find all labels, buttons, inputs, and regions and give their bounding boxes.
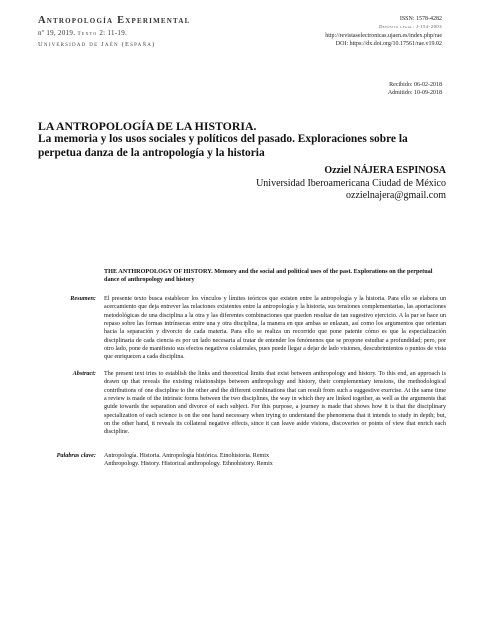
article-title-line2: La memoria y los usos sociales y políticos del pasado. Exploraciones sobre la perpetua danza de la antropología y la historia bbox=[38, 133, 408, 159]
issn-block bbox=[325, 15, 442, 48]
keywords-english: Anthropology. History. Historical anthropology. Ethnohistory. Remix bbox=[104, 461, 273, 468]
issue-pages: 2: 11-19. bbox=[99, 29, 128, 37]
author-name: Ozziel NÁJERA ESPINOSA bbox=[324, 165, 446, 176]
journal-title: Antropología Experimental bbox=[38, 15, 191, 26]
deposito-legal: Depósito legal: J-154-2003 bbox=[379, 24, 442, 30]
journal-url[interactable]: http://revistaselectronicas.ujaen.es/index.php/rae bbox=[325, 32, 442, 39]
university-name: Universidad de Jaén (España) bbox=[38, 41, 156, 48]
keywords-label: Palabras clave: bbox=[56, 452, 96, 459]
keywords-spanish: Antropología. Historia. Antropología histórica. Etnohistoria. Remix bbox=[104, 453, 270, 459]
article-title-line1: LA ANTROPOLOGÍA DE LA HISTORIA. bbox=[38, 119, 257, 133]
english-title: THE ANTHROPOLOGY OF HISTORY. Memory and the social and political uses of the past. Explorations on the perpetual dance of anthropology and history bbox=[104, 268, 433, 284]
resumen-text: El presente texto busca establecer los vínculos y límites teóricos que existen entre la antropología y la historia. Para ello se elabora un acercamiento que deja entrever las relaciones existentes entre la antropología y la historia, sus tensiones complementarias, las aportaciones metodológicas de una disciplina a la otra y las diferentes combinaciones que pueden resultar de tan sugestivo ejercicio. A la par se hace un repaso sobre las formas intrínsecas entre una y otra disciplina, la manera en que ambas se enlazan, así como los argumentos que orientan hacia la separación y divorcio de cada materia. Para ello se realiza un recorrido que pone patente cómo es que la especialización disciplinaria de cada ciencia es por un lado necesaria al tratar de entender los fenómenos que se propone estudiar a profundidad; pero, por otro lado, pone de manifiesto sus efectos negativos colaterales, pues puede llegar a dejar de lado visiones, descubrimientos o puntos de vista que enriquecen a cada disciplina. bbox=[104, 296, 446, 361]
issn: ISSN: 1578-4282 bbox=[399, 16, 442, 22]
resumen-label: Resumen: bbox=[70, 295, 96, 302]
keywords-block bbox=[104, 452, 446, 469]
issue-text-label: Texto bbox=[77, 31, 98, 37]
author-block bbox=[256, 165, 446, 203]
abstract-text: The present text tries to establish the links and theoretical limits that exist between anthropology and history. To this end, an approach is drawn up that reveals the existing relationships between anthropology and history, their complementary tensions, the methodological contributions of one discipline to the other and the different combinations that can result from such a suggestive exercise. At the same time a review is made of the intrinsic forms between the two disciplines, the way in which they are linked together, as well as the arguments that guide towards the separation and divorce of each subject. For this purpose, a journey is made that shows how it is that the disciplinary specialization of each science is on the one hand necessary when trying to understand the phenomena that it intends to study in depth; but, on the other hand, it reveals its collateral negative effects, since it can leave aside visions, discoveries or points of view that enrich each discipline. bbox=[104, 371, 446, 436]
author-email[interactable]: ozzielnajera@gmail.com bbox=[346, 190, 446, 201]
issue-number: nº 19, 2019. bbox=[38, 29, 76, 37]
admitted-date: Admitido: 10-09-2018 bbox=[387, 90, 442, 97]
author-affiliation: Universidad Iberoamericana Ciudad de México bbox=[256, 177, 446, 189]
article-doi[interactable]: DOI: https://dx.doi.org/10.17561/rae.v19.02 bbox=[335, 40, 442, 47]
dates-block bbox=[388, 81, 442, 97]
abstract-label: Abstract: bbox=[72, 370, 96, 377]
issue-line bbox=[38, 29, 127, 37]
article-title bbox=[38, 120, 446, 160]
received-date: Recibido: 06-02-2018 bbox=[389, 82, 442, 88]
